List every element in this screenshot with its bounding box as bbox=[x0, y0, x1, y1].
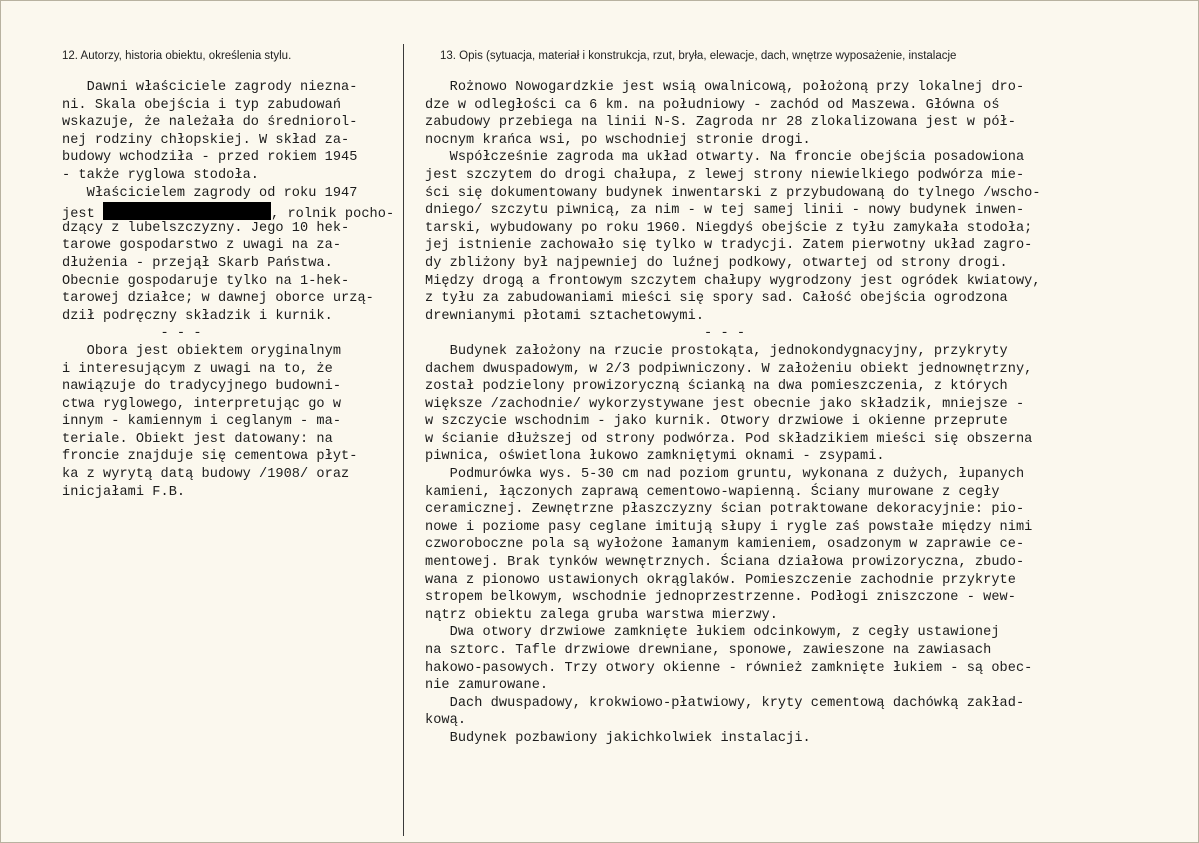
text-line-redacted bbox=[62, 202, 402, 223]
text-fragment: , rolnik pocho- bbox=[271, 207, 395, 223]
text-line: hakowo-pasowych. Trzy otwory okienne - również zamknięte łukiem - są obec- bbox=[425, 660, 1033, 676]
text-line: dzący z lubelszczyzny. Jego 10 hek- bbox=[62, 220, 350, 236]
text-line: teriale. Obiekt jest datowany: na bbox=[62, 431, 333, 447]
text-line: Między drogą a frontowym szczytem chałupy wygrodzony jest ogródek kwiatowy, bbox=[425, 273, 1041, 289]
text-line: dniego/ szczytu piwnicą, za nim - w tej samej linii - nowy budynek inwen- bbox=[425, 203, 1025, 219]
text-line: - także ryglowa stodoła. bbox=[62, 167, 259, 183]
text-line: czworoboczne pola są wyłożone łamanym kamieniem, osadzonym w zaprawie ce- bbox=[425, 537, 1025, 553]
text-line: Dach dwuspadowy, krokwiowo-płatwiowy, kryty cementową dachówką zakład- bbox=[425, 695, 1025, 711]
text-line: Budynek założony na rzucie prostokąta, jednokondygnacyjny, przykryty bbox=[425, 343, 1008, 359]
text-line: kową. bbox=[425, 713, 467, 729]
section-separator: - - - bbox=[62, 326, 202, 342]
text-line: ni. Skala obejścia i typ zabudowań bbox=[62, 97, 342, 113]
text-line: nej rodziny chłopskiej. W skład za- bbox=[62, 132, 350, 148]
text-fragment: jest bbox=[62, 207, 104, 223]
text-line: tarowej działce; w dawnej oborce urzą- bbox=[62, 291, 374, 307]
text-line: Dawni właściciele zagrody niezna- bbox=[62, 80, 358, 95]
text-line: froncie znajduje się cementowa płyt- bbox=[62, 449, 358, 465]
text-line: Obora jest obiektem oryginalnym bbox=[62, 343, 342, 359]
text-line: Budynek pozbawiony jakichkolwiek instalacji. bbox=[425, 730, 811, 746]
text-line: dził podręczny składzik i kurnik. bbox=[62, 308, 333, 324]
text-line: tarski, wybudowany po roku 1960. Niegdyś obejście z tyłu zamykała stodoła; bbox=[425, 220, 1033, 236]
text-line: drewnianymi płotami sztachetowymi. bbox=[425, 308, 705, 324]
text-line: jej istnienie zachowało się tylko w tradycji. Zatem pierwotny układ zagro- bbox=[425, 238, 1033, 254]
text-line: wskazuje, że należała do średniorol- bbox=[62, 115, 358, 131]
text-line: Podmurówka wys. 5-30 cm nad poziom gruntu, wykonana z dużych, łupanych bbox=[425, 467, 1025, 483]
text-line: w ścianie dłuższej od strony podwórza. Pod składzikiem mieści się obszerna bbox=[425, 431, 1033, 447]
text-line: tarowe gospodarstwo z uwagi na za- bbox=[62, 238, 342, 254]
text-line: Rożnowo Nowogardzkie jest wsią owalnicową, położoną przy lokalnej dro- bbox=[425, 80, 1025, 95]
section-12-header: 12. Autorzy, historia obiektu, określenia stylu. bbox=[62, 50, 292, 62]
redaction-bar bbox=[103, 202, 271, 220]
text-line: wana z pionowo ustawionych okrąglaków. Pomieszczenie zachodnie przykryte bbox=[425, 572, 1016, 588]
text-line: innym - kamiennym i ceglanym - ma- bbox=[62, 414, 342, 430]
text-line: ceramicznej. Zewnętrzne płaszczyzny ścian potraktowane dekoracyjnie: pio- bbox=[425, 502, 1025, 518]
text-line: dachem dwuspadowym, w 2/3 podpiwniczony. W założeniu obiekt jednownętrzny, bbox=[425, 361, 1033, 377]
text-line: Dwa otwory drzwiowe zamknięte łukiem odcinkowym, z cegły ustawionej bbox=[425, 625, 1000, 641]
text-line: nawiązuje do tradycyjnego budowni- bbox=[62, 379, 342, 395]
text-line: nie zamurowane. bbox=[425, 678, 549, 694]
text-line: nątrz obiektu zalega gruba warstwa mierzwy. bbox=[425, 607, 778, 623]
text-line: ka z wyrytą datą budowy /1908/ oraz bbox=[62, 467, 350, 483]
text-line: Właścicielem zagrody od roku 1947 bbox=[62, 185, 358, 201]
description-column bbox=[425, 79, 1195, 748]
column-divider bbox=[403, 44, 404, 836]
text-line: ści się dokumentowany budynek inwentarski z przybudowaną do tylnego /wscho- bbox=[425, 185, 1041, 201]
history-column bbox=[62, 79, 402, 501]
text-line: piwnica, oświetlona łukowo zamkniętymi oknami - zsypami. bbox=[425, 449, 885, 465]
text-line: na sztorc. Tafle drzwiowe drewniane, sponowe, zawieszone na zawiasach bbox=[425, 643, 992, 658]
text-line: stropem belkowym, wschodnie jednoprzestrzenne. Podłogi zniszczone - wew- bbox=[425, 590, 1016, 606]
text-line: budowy wchodziła - przed rokiem 1945 bbox=[62, 150, 358, 166]
text-line: większe /zachodnie/ wykorzystywane jest obecnie jako składzik, mniejsze - bbox=[425, 396, 1025, 412]
section-separator: - - - bbox=[425, 326, 746, 342]
text-line: zabudowy przebiega na linii N-S. Zagroda nr 28 zlokalizowana jest w pół- bbox=[425, 115, 1016, 131]
section-13-header: 13. Opis (sytuacja, materiał i konstrukcja, rzut, bryła, elewacje, dach, wnętrze wyposażenie, instalacje bbox=[440, 50, 957, 62]
text-line: i interesującym z uwagi na to, że bbox=[62, 361, 333, 377]
text-line: Współcześnie zagroda ma układ otwarty. Na froncie obejścia posadowiona bbox=[425, 150, 1025, 166]
text-line: dłużenia - przejął Skarb Państwa. bbox=[62, 255, 333, 271]
text-line: ctwa ryglowego, interpretując go w bbox=[62, 396, 342, 412]
text-line: w szczycie wschodnim - jako kurnik. Otwory drzwiowe i okienne przeprute bbox=[425, 414, 1008, 430]
text-line: kamieni, łączonych zaprawą cementowo-wapienną. Ściany murowane z cegły bbox=[425, 484, 1000, 500]
text-line: jest szczytem do drogi chałupa, z lewej strony niewielkiego podwórza mie- bbox=[425, 167, 1025, 183]
text-line: został podzielony prowizoryczną ścianką na dwa pomieszczenia, z których bbox=[425, 379, 1008, 395]
text-line: inicjałami F.B. bbox=[62, 484, 186, 500]
text-line: nocnym krańca wsi, po wschodniej stronie drogi. bbox=[425, 132, 811, 148]
text-line: dze w odległości ca 6 km. na południowy - zachód od Maszewa. Główna oś bbox=[425, 97, 1000, 113]
text-line: z tyłu za zabudowaniami mieści się spory sad. Całość obejścia ogrodzona bbox=[425, 291, 1008, 307]
text-line: Obecnie gospodaruje tylko na 1-hek- bbox=[62, 273, 350, 289]
text-line: dy zbliżony był najpewniej do luźnej podkowy, otwartej od strony drogi. bbox=[425, 255, 1008, 271]
text-line: mentowej. Brak tynków wewnętrznych. Ściana działowa prowizoryczna, zbudo- bbox=[425, 555, 1025, 571]
text-line: nowe i poziome pasy ceglane imitują słupy i rygle zaś powstałe między nimi bbox=[425, 519, 1033, 535]
